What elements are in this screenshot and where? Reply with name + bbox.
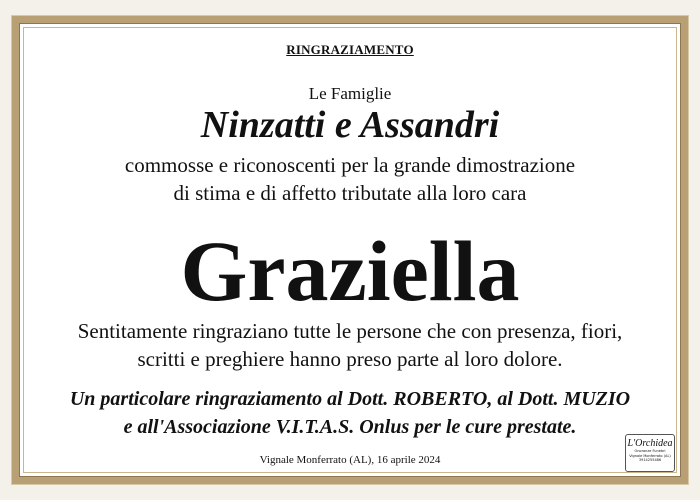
special-thanks-line-1: Un particolare ringraziamento al Dott. ROBERTO, al Dott. MUZIO xyxy=(69,388,631,410)
body-line-2: scritti e preghiere hanno preso parte al loro dolore. xyxy=(137,347,563,371)
special-thanks-line-2: e all'Associazione V.I.T.A.S. Onlus per le cure prestate. xyxy=(123,416,577,438)
notice-frame xyxy=(12,16,688,484)
place-date: Vignale Monferrato (AL), 16 aprile 2024 xyxy=(259,454,441,466)
thanks-line-1: commosse e riconoscenti per la grande dimostrazione xyxy=(124,153,576,177)
logo-line-1: Onoranze Funebri xyxy=(634,449,666,453)
logo-name: L'Orchidea xyxy=(627,438,673,449)
family-names: Ninzatti e Assandri xyxy=(200,104,500,146)
deceased-name: Graziella xyxy=(180,223,520,319)
logo-line-2: Vignale Monferrato (AL) xyxy=(629,453,671,458)
families-intro: Le Famiglie xyxy=(308,84,392,103)
thanks-line-2: di stima e di affetto tributate alla loro cara xyxy=(173,181,527,205)
funeral-home-logo xyxy=(625,434,675,472)
logo-line-3: 3914255486 xyxy=(638,458,662,462)
notice-title: RINGRAZIAMENTO xyxy=(286,42,414,57)
body-line-1: Sentitamente ringraziano tutte le persone che con presenza, fiori, xyxy=(77,319,623,343)
